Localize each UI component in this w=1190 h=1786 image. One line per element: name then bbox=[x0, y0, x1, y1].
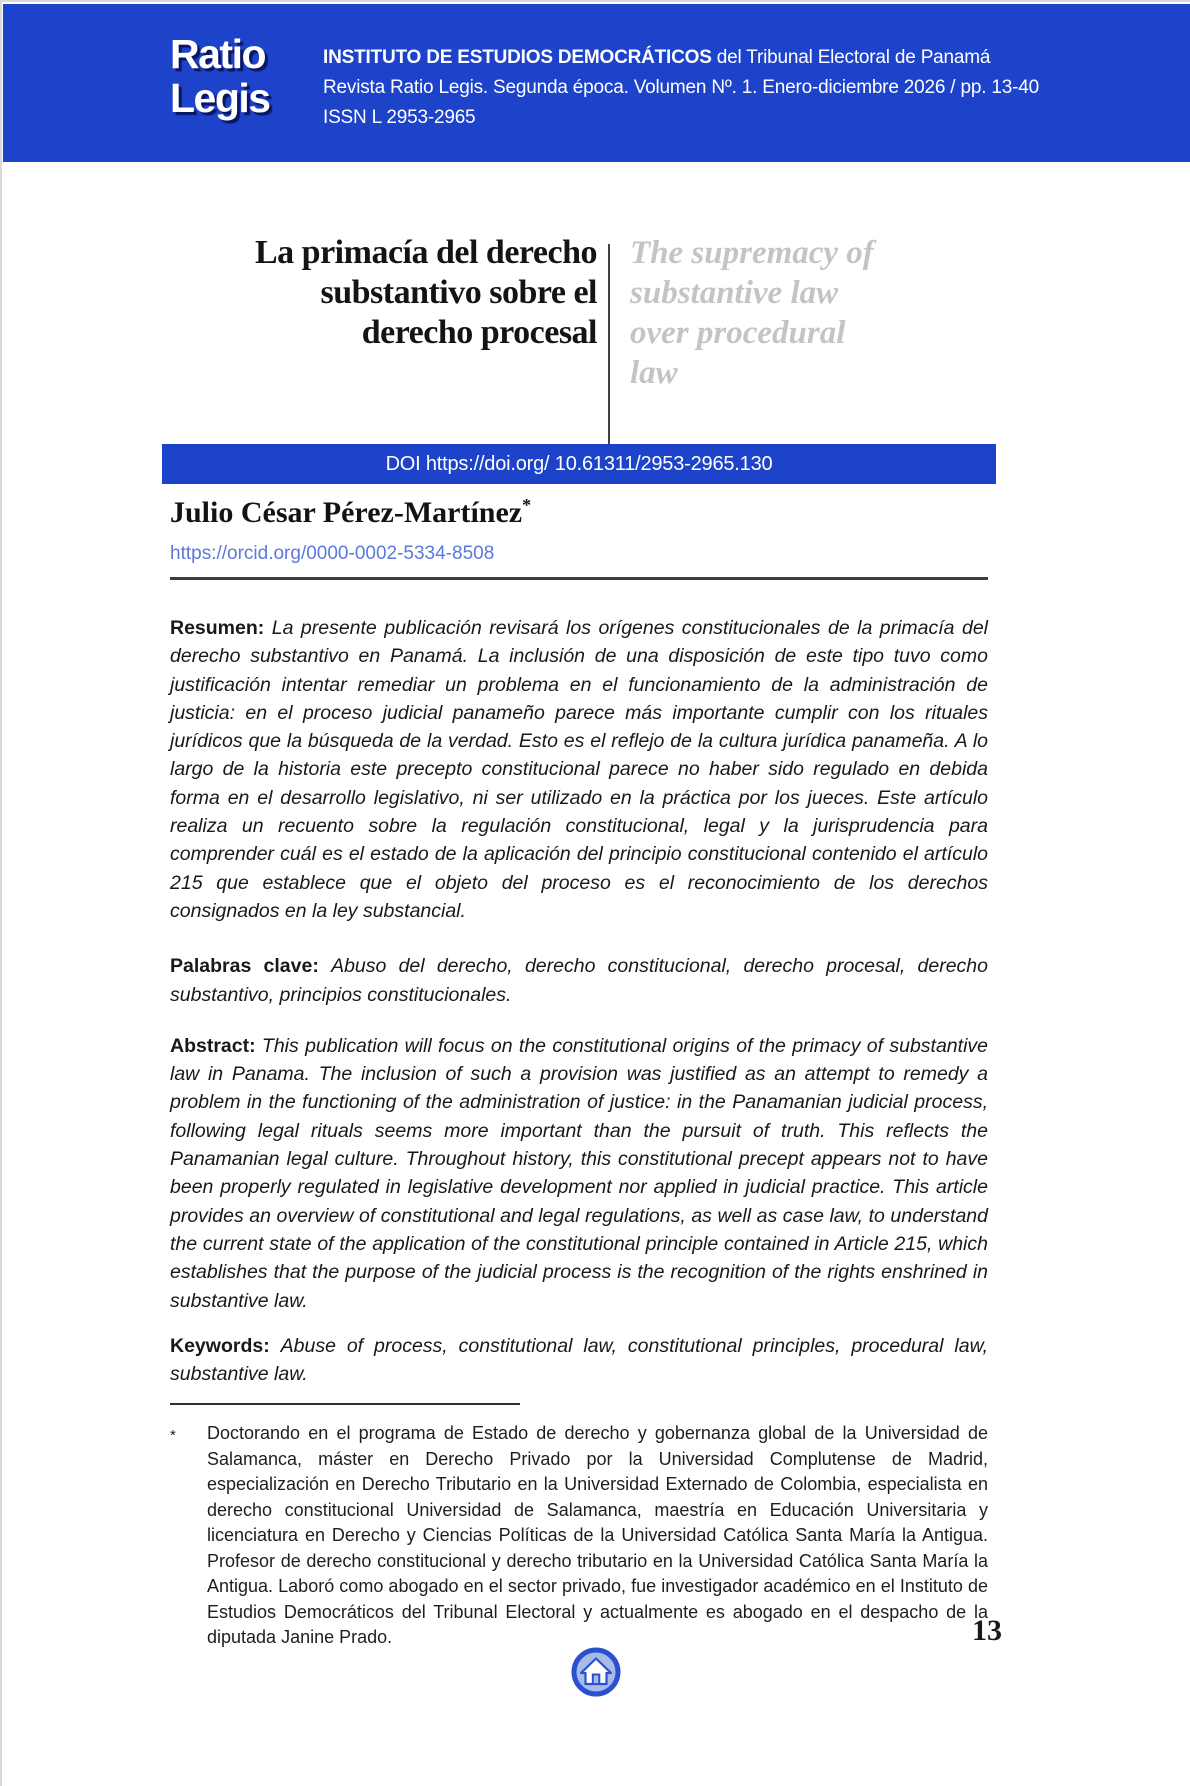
abstract-paragraph bbox=[170, 1032, 988, 1315]
resumen-text: La presente publicación revisará los orígenes constitucionales de la primacía del derecho substantivo en Panamá. La inclusión de una disposición de este tipo tuvo como justificación intentar remediar un problema en el funcionamiento de la administración de justicia: en el proceso judicial panameño parece más importante cumplir con los rituales jurídicos que la búsqueda de la verdad. Esto es el reflejo de la cultura jurídica panameña. A lo largo de la historia este precepto constitucional parece no haber sido regulado en debida forma en el desarrollo legislativo, ni ser utilizado en la práctica por los jueces. Este artículo realiza un recuento sobre la regulación constitucional, legal y la jurisprudencia para comprender cuál es el estado de la aplicación del principio constitucional contenido el artículo 215 que establece que el objeto del proceso es el reconocimiento de los derechos consignados en la ley substancial. bbox=[170, 617, 989, 922]
orcid-link[interactable]: https://orcid.org/0000-0002-5334-8508 bbox=[170, 543, 495, 564]
footnote-separator-rule bbox=[170, 1403, 520, 1405]
author-footnote bbox=[170, 1421, 988, 1651]
article-abstract-block bbox=[170, 614, 988, 1388]
institute-name: INSTITUTO DE ESTUDIOS DEMOCRÁTICOS bbox=[323, 47, 712, 68]
resumen-paragraph bbox=[170, 614, 988, 925]
home-button[interactable] bbox=[568, 1645, 624, 1701]
article-title-spanish: La primacía del derecho substantivo sobre el derecho procesal bbox=[255, 234, 597, 351]
page-number: 13 bbox=[972, 1614, 1002, 1647]
footnote-marker: * bbox=[170, 1427, 176, 1444]
palabras-clave-label: Palabras clave: bbox=[170, 955, 319, 978]
keywords-text: Abuse of process, constitutional law, constitutional principles, procedural law, substantive law. bbox=[170, 1334, 988, 1386]
volume-line: Revista Ratio Legis. Segunda época. Volumen Nº. 1. Enero-diciembre 2026 / pp. 13-40 bbox=[323, 77, 1039, 98]
author-name bbox=[170, 495, 531, 530]
doi-bar[interactable] bbox=[162, 444, 996, 484]
title-divider-rule bbox=[608, 244, 610, 444]
logo-line-legis: Legis bbox=[170, 75, 270, 121]
institute-suffix: del Tribunal Electoral de Panamá bbox=[711, 47, 991, 68]
journal-info bbox=[323, 43, 1039, 133]
institute-line bbox=[323, 43, 1039, 73]
journal-logo bbox=[170, 32, 270, 120]
author-divider-rule bbox=[170, 577, 988, 580]
article-title-english: The supremacy of substantive law over procedural law bbox=[630, 235, 874, 391]
keywords-label: Keywords: bbox=[170, 1334, 270, 1357]
resumen-label: Resumen: bbox=[170, 617, 265, 639]
logo-line-ratio: Ratio bbox=[170, 31, 265, 77]
issn-line: ISSN L 2953-2965 bbox=[323, 107, 476, 128]
footnote-text: Doctorando en el programa de Estado de derecho y gobernanza global de la Universidad de Salamanca, máster en Derecho Privado por la Universidad Complutense de Madrid, especialización en Derecho Tributario en la Universidad Externado de Colombia, especialista en derecho constitucional Universidad de Salamanca, maestría en Educación Universitaria y licenciatura en Derecho y Ciencias Políticas de la Universidad Católica Santa María la Antigua. Profesor de derecho constitucional y derecho tributario en la Universidad Católica Santa María la Antigua. Laboró como abogado en el sector privado, fue investigador académico en el Instituto de Estudios Democráticos del Tribunal Electoral y actualmente es abogado en el despacho de la diputada Janine Prado. bbox=[207, 1423, 988, 1647]
abstract-label: Abstract: bbox=[170, 1034, 256, 1057]
author-name-text: Julio César Pérez-Martínez bbox=[170, 496, 523, 529]
doi-link-text[interactable]: DOI https://doi.org/ 10.61311/2953-2965.130 bbox=[385, 452, 773, 475]
palabras-clave-text: Abuso del derecho, derecho constitucional, derecho procesal, derecho substantivo, principios constitucionales. bbox=[170, 955, 988, 1006]
journal-header-band bbox=[3, 4, 1190, 162]
author-footnote-marker: * bbox=[522, 495, 532, 515]
keywords-paragraph bbox=[170, 1332, 988, 1389]
palabras-clave-paragraph bbox=[170, 952, 988, 1009]
abstract-text: This publication will focus on the constitutional origins of the primacy of substantive law in Panama. The inclusion of such a provision was justified as an attempt to remedy a problem in the functioning of the administration of justice: in the Panamanian judicial process, following legal rituals seems more important than the pursuit of truth. This reflects the Panamanian legal culture. Throughout history, this constitutional precept appears not to have been properly regulated in legislative development nor applied in judicial practice. This article provides an overview of constitutional and legal regulations, as well as case law, to understand the current state of the application of the constitutional principle contained in Article 215, which establishes that the purpose of the judicial process is the recognition of the rights enshrined in substantive law. bbox=[170, 1034, 988, 1312]
home-icon bbox=[570, 1646, 622, 1698]
